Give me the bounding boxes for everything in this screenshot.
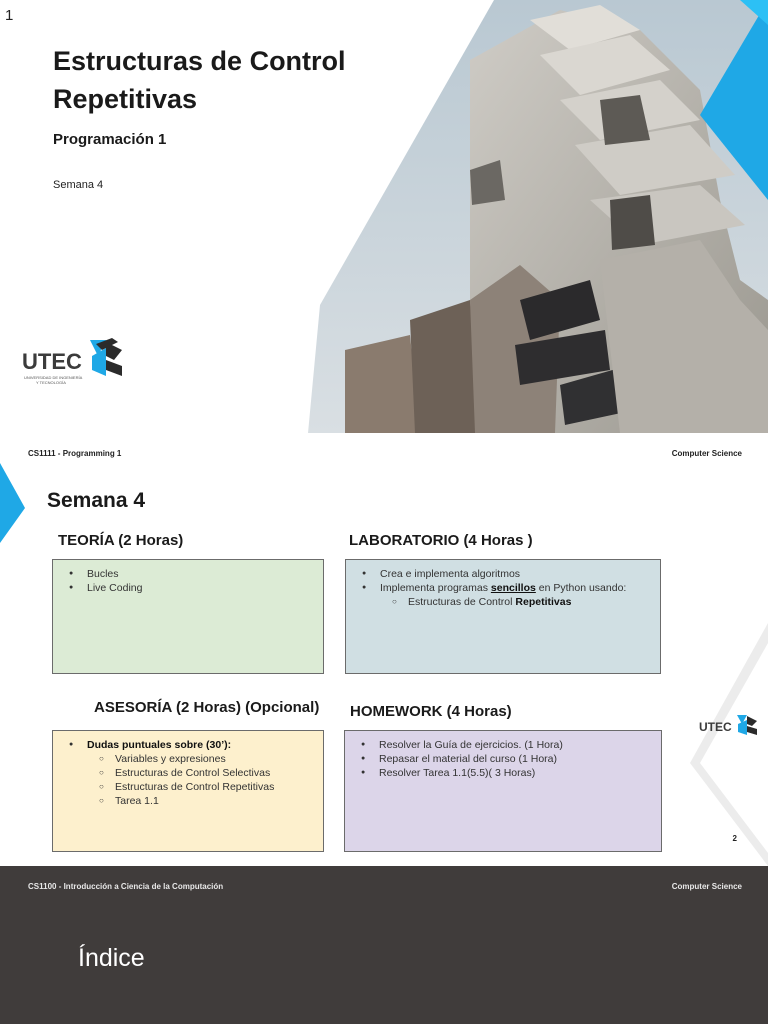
index-title: Índice <box>78 944 145 972</box>
list-item: ● Crea e implementa algoritmos <box>354 567 652 581</box>
week-title: Semana 4 <box>47 489 146 512</box>
slide-index <box>0 866 768 1024</box>
slide-title-text <box>53 42 383 118</box>
list-item: ● Implementa programas sencillos en Python usando: <box>354 581 652 595</box>
course-code: CS1111 - Programming 1 <box>28 449 122 458</box>
list-item: ● Bucles <box>61 567 315 581</box>
list-item: ● Resolver la Guía de ejercicios. (1 Hora) <box>353 738 653 752</box>
svg-text:UTEC: UTEC <box>699 720 732 734</box>
list-item: ● Dudas puntuales sobre (30’): <box>61 738 315 752</box>
course-subtitle: Programación 1 <box>53 131 167 148</box>
list-item: ● Resolver Tarea 1.1(5.5)( 3 Horas) <box>353 766 653 780</box>
logo-tagline-2: Y TECNOLOGÍA <box>36 380 66 385</box>
logo-text: UTEC <box>22 349 82 374</box>
course-code: CS1100 - Introducción a Ciencia de la Computación <box>28 882 224 891</box>
homework-box <box>344 730 662 852</box>
department: Computer Science <box>671 882 742 891</box>
teoria-title: TEORÍA (2 Horas) <box>58 532 184 549</box>
utec-logo <box>22 336 127 393</box>
sub-list-item: ○ Tarea 1.1 <box>61 794 315 808</box>
page-number: 2 <box>732 834 737 843</box>
title-line-1: Estructuras de Control <box>53 46 346 76</box>
sub-list-item: ○ Estructuras de Control Repetitivas <box>354 595 652 609</box>
utec-logo-small <box>699 713 759 746</box>
page-number: 1 <box>5 7 14 24</box>
teoria-box <box>52 559 324 674</box>
homework-title: HOMEWORK (4 Horas) <box>350 703 512 720</box>
logo-tagline-1: UNIVERSIDAD DE INGENIERÍA <box>24 375 83 380</box>
asesoria-title: ASESORÍA (2 Horas) (Opcional) <box>94 699 320 716</box>
laboratorio-box <box>345 559 661 674</box>
asesoria-box <box>52 730 324 852</box>
list-item: ● Repasar el material del curso (1 Hora) <box>353 752 653 766</box>
sub-list-item: ○ Variables y expresiones <box>61 752 315 766</box>
laboratorio-title: LABORATORIO (4 Horas ) <box>349 532 533 549</box>
list-item: ● Live Coding <box>61 581 315 595</box>
department: Computer Science <box>671 449 742 458</box>
title-line-2: Repetitivas <box>53 84 198 114</box>
sub-list-item: ○ Estructuras de Control Selectivas <box>61 766 315 780</box>
sub-list-item: ○ Estructuras de Control Repetitivas <box>61 780 315 794</box>
week-label: Semana 4 <box>53 179 104 191</box>
slide-week4 <box>0 433 768 866</box>
slide-title <box>0 0 768 433</box>
